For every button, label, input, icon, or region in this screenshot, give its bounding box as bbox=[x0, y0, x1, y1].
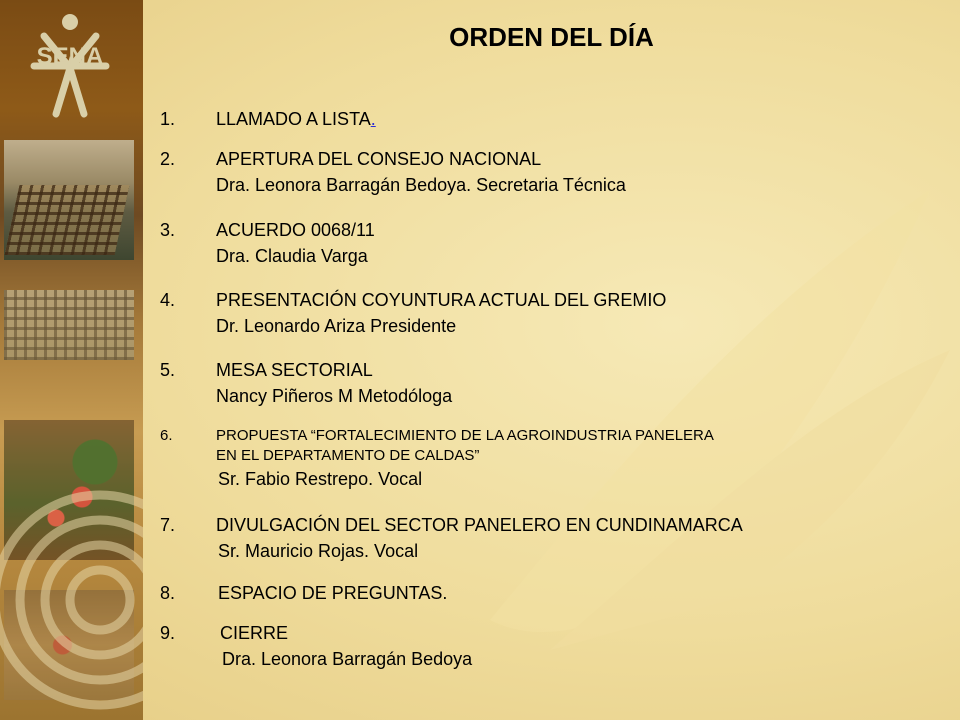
item-text: PROPUESTA “FORTALECIMIENTO DE LA AGROINDUSTRIA PANELERA bbox=[216, 427, 714, 444]
swoosh-decoration bbox=[430, 150, 960, 670]
item-text: APERTURA DEL CONSEJO NACIONAL bbox=[216, 149, 542, 169]
item-number: 1. bbox=[160, 109, 176, 129]
item-number: 7. bbox=[160, 515, 176, 535]
item-presenter: Dr. Leonardo Ariza Presidente bbox=[216, 316, 457, 336]
agenda-item-9 bbox=[160, 620, 472, 672]
slide-title: ORDEN DEL DÍA bbox=[449, 22, 654, 52]
item-text: ACUERDO 0068/11 bbox=[216, 220, 375, 240]
item-presenter: Dra. Leonora Barragán Bedoya bbox=[222, 649, 473, 669]
item-number: 2. bbox=[160, 149, 176, 169]
agenda-item-2 bbox=[160, 146, 626, 198]
item-text: CIERRE bbox=[220, 623, 289, 643]
item-number: 6. bbox=[160, 427, 173, 444]
item-text: LLAMADO A LISTA bbox=[216, 109, 371, 129]
item-presenter: Sr. Mauricio Rojas. Vocal bbox=[218, 541, 419, 561]
item-text: MESA SECTORIAL bbox=[216, 360, 373, 380]
item-text-line-2: EN EL DEPARTAMENTO DE CALDAS” bbox=[216, 447, 480, 464]
sena-logo bbox=[4, 6, 134, 121]
item-number: 5. bbox=[160, 360, 176, 380]
grill-photo bbox=[4, 290, 134, 360]
item-number: 3. bbox=[160, 220, 176, 240]
item-number: 4. bbox=[160, 290, 176, 310]
item-text: ESPACIO DE PREGUNTAS. bbox=[218, 583, 448, 603]
spiral-decoration bbox=[0, 470, 143, 720]
agenda-item-5 bbox=[160, 357, 452, 409]
item-text: DIVULGACIÓN DEL SECTOR PANELERO EN CUNDINAMARCA bbox=[216, 515, 743, 535]
agenda-item-4 bbox=[160, 287, 666, 339]
item-number: 9. bbox=[160, 623, 176, 643]
item-number: 8. bbox=[160, 583, 176, 603]
item-presenter: Nancy Piñeros M Metodóloga bbox=[216, 386, 453, 406]
item-presenter: Dra. Leonora Barragán Bedoya. Secretaria Técnica bbox=[216, 175, 626, 195]
agenda-item-7 bbox=[160, 512, 743, 564]
agenda-item-3 bbox=[160, 217, 375, 269]
item-text: PRESENTACIÓN COYUNTURA ACTUAL DEL GREMIO bbox=[216, 290, 667, 310]
item-presenter: Sr. Fabio Restrepo. Vocal bbox=[218, 469, 423, 489]
agenda-item-6 bbox=[160, 426, 714, 492]
item-link-suffix[interactable]: . bbox=[370, 109, 376, 129]
workshop-photo bbox=[4, 140, 134, 260]
agenda-item-8 bbox=[160, 580, 447, 606]
logo-text: SENA bbox=[36, 43, 104, 70]
left-decorative-strip bbox=[0, 0, 143, 720]
item-presenter: Dra. Claudia Varga bbox=[216, 246, 368, 266]
agenda-item-1 bbox=[160, 106, 376, 132]
